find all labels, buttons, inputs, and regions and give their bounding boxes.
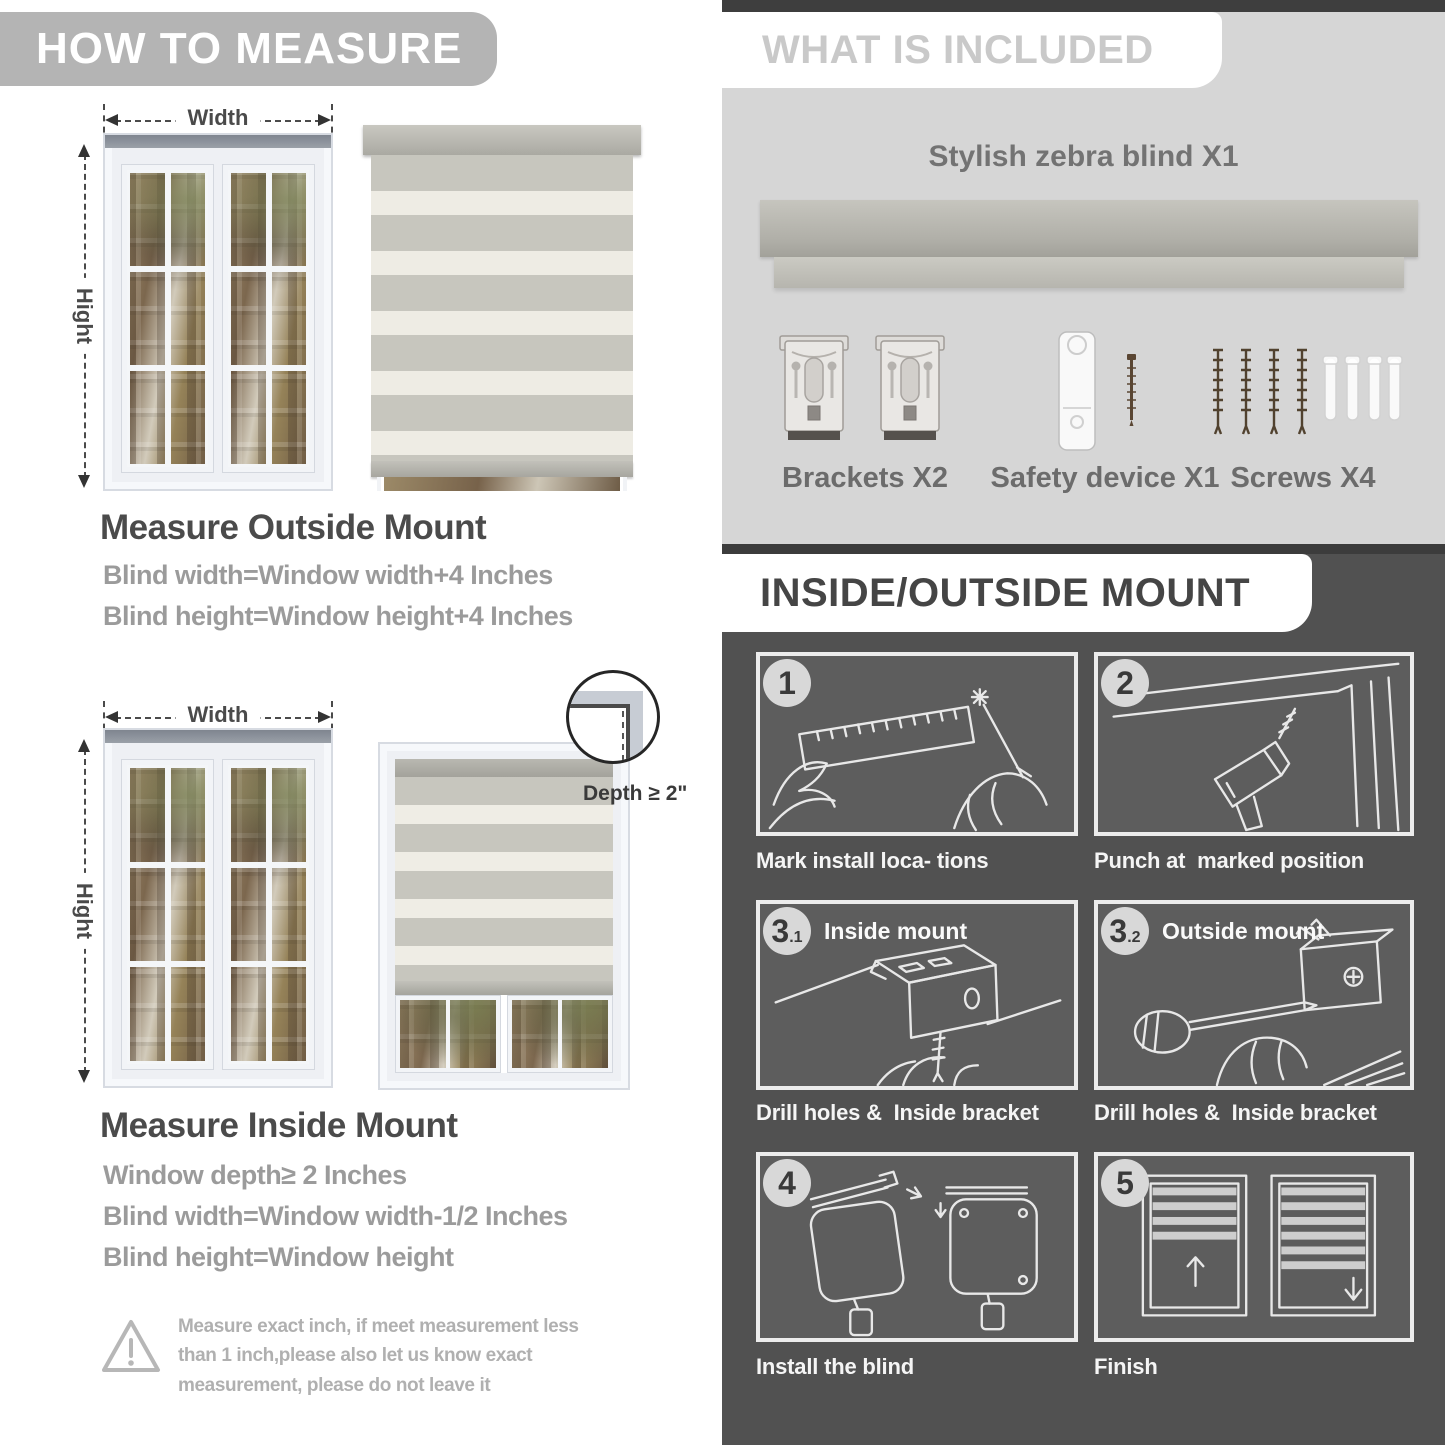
step-1-panel (756, 652, 1078, 836)
inside-formula-width: Blind width=Window width-1/2 Inches (103, 1201, 568, 1231)
top-divider-bar (722, 0, 1445, 12)
inside-outside-mount-header (722, 554, 1312, 632)
outside-mount-heading: Measure Outside Mount (100, 508, 487, 547)
step-3-1-caption: Drill holes & Inside bracket (756, 1100, 1039, 1125)
what-is-included-header (722, 12, 1222, 88)
window-panes-below-blind (395, 995, 613, 1073)
brackets-icon (778, 332, 948, 450)
warning-icon (98, 1316, 164, 1378)
step-1-caption: Mark install loca- tions (756, 848, 989, 873)
product-label: Stylish zebra blind X1 (928, 140, 1239, 173)
blind-bottom-rail (371, 461, 633, 477)
safety-device-label: Safety device X1 (990, 462, 1220, 494)
window-peek (377, 477, 627, 491)
safety-device-icon (1045, 328, 1165, 456)
blind-fabric (395, 777, 613, 981)
inside-formula-height: Blind height=Window height (103, 1242, 454, 1272)
step-5-caption: Finish (1094, 1354, 1158, 1379)
window-door-right (222, 164, 315, 473)
blind-cassette (363, 125, 641, 155)
blind-bottom-rail (395, 981, 613, 995)
blind-cassette (395, 759, 613, 777)
step-2-badge: 2 (1101, 659, 1149, 707)
how-to-measure-header (0, 12, 497, 86)
window-photo-outside (103, 133, 333, 491)
step-3-2-badge: 3 .2 (1101, 907, 1149, 955)
step-3-2-panel (1094, 900, 1414, 1090)
outside-formula-width: Blind width=Window width+4 Inches (103, 560, 553, 590)
window-door-left (121, 759, 214, 1070)
headrail-image (760, 200, 1418, 257)
inside-mount-heading: Measure Inside Mount (100, 1106, 458, 1145)
measure-warning-text: Measure exact inch, if meet measurement less than 1 inch,please also let us know exact measurement, please do not leave it (178, 1316, 579, 1396)
window-photo-inside (103, 728, 333, 1088)
step-1-badge: 1 (763, 659, 811, 707)
depth-label: Depth ≥ 2" (583, 782, 688, 805)
width-label-outside: Width (176, 105, 261, 131)
inside-outside-mount-title: INSIDE/OUTSIDE MOUNT (760, 570, 1251, 615)
step-4-badge: 4 (763, 1159, 811, 1207)
brackets-label: Brackets X2 (781, 462, 949, 494)
step-4-caption: Install the blind (756, 1354, 914, 1379)
width-label-inside: Width (176, 702, 261, 728)
what-is-included-title: WHAT IS INCLUDED (762, 27, 1154, 72)
outside-formula-height: Blind height=Window height+4 Inches (103, 601, 573, 631)
step-3-1-panel (756, 900, 1078, 1090)
step-3-1-badge: 3 .1 (763, 907, 811, 955)
screws-icon (1205, 342, 1405, 450)
zebra-blind-outside-illustration (363, 125, 641, 491)
magnifier-icon (566, 670, 660, 764)
step-3-2-title: Outside mount (1162, 918, 1325, 944)
step-5-badge: 5 (1101, 1159, 1149, 1207)
step-3-2-caption: Drill holes & Inside bracket (1094, 1100, 1377, 1125)
height-label-outside: Hight (71, 278, 97, 354)
height-label-inside: Hight (71, 873, 97, 949)
window-door-right (222, 759, 315, 1070)
blind-fabric (371, 155, 633, 463)
inside-formula-depth: Window depth≥ 2 Inches (103, 1160, 407, 1190)
step-3-1-title: Inside mount (824, 918, 968, 944)
how-to-measure-title: HOW TO MEASURE (36, 24, 463, 73)
step-2-panel (1094, 652, 1414, 836)
headrail-lower-bar (774, 257, 1404, 288)
step-2-caption: Punch at marked position (1094, 848, 1365, 873)
step-5-panel (1094, 1152, 1414, 1342)
window-top-sash (105, 135, 331, 148)
step-4-panel (756, 1152, 1078, 1342)
window-door-left (121, 164, 214, 473)
screws-label: Screws X4 (1230, 462, 1376, 494)
